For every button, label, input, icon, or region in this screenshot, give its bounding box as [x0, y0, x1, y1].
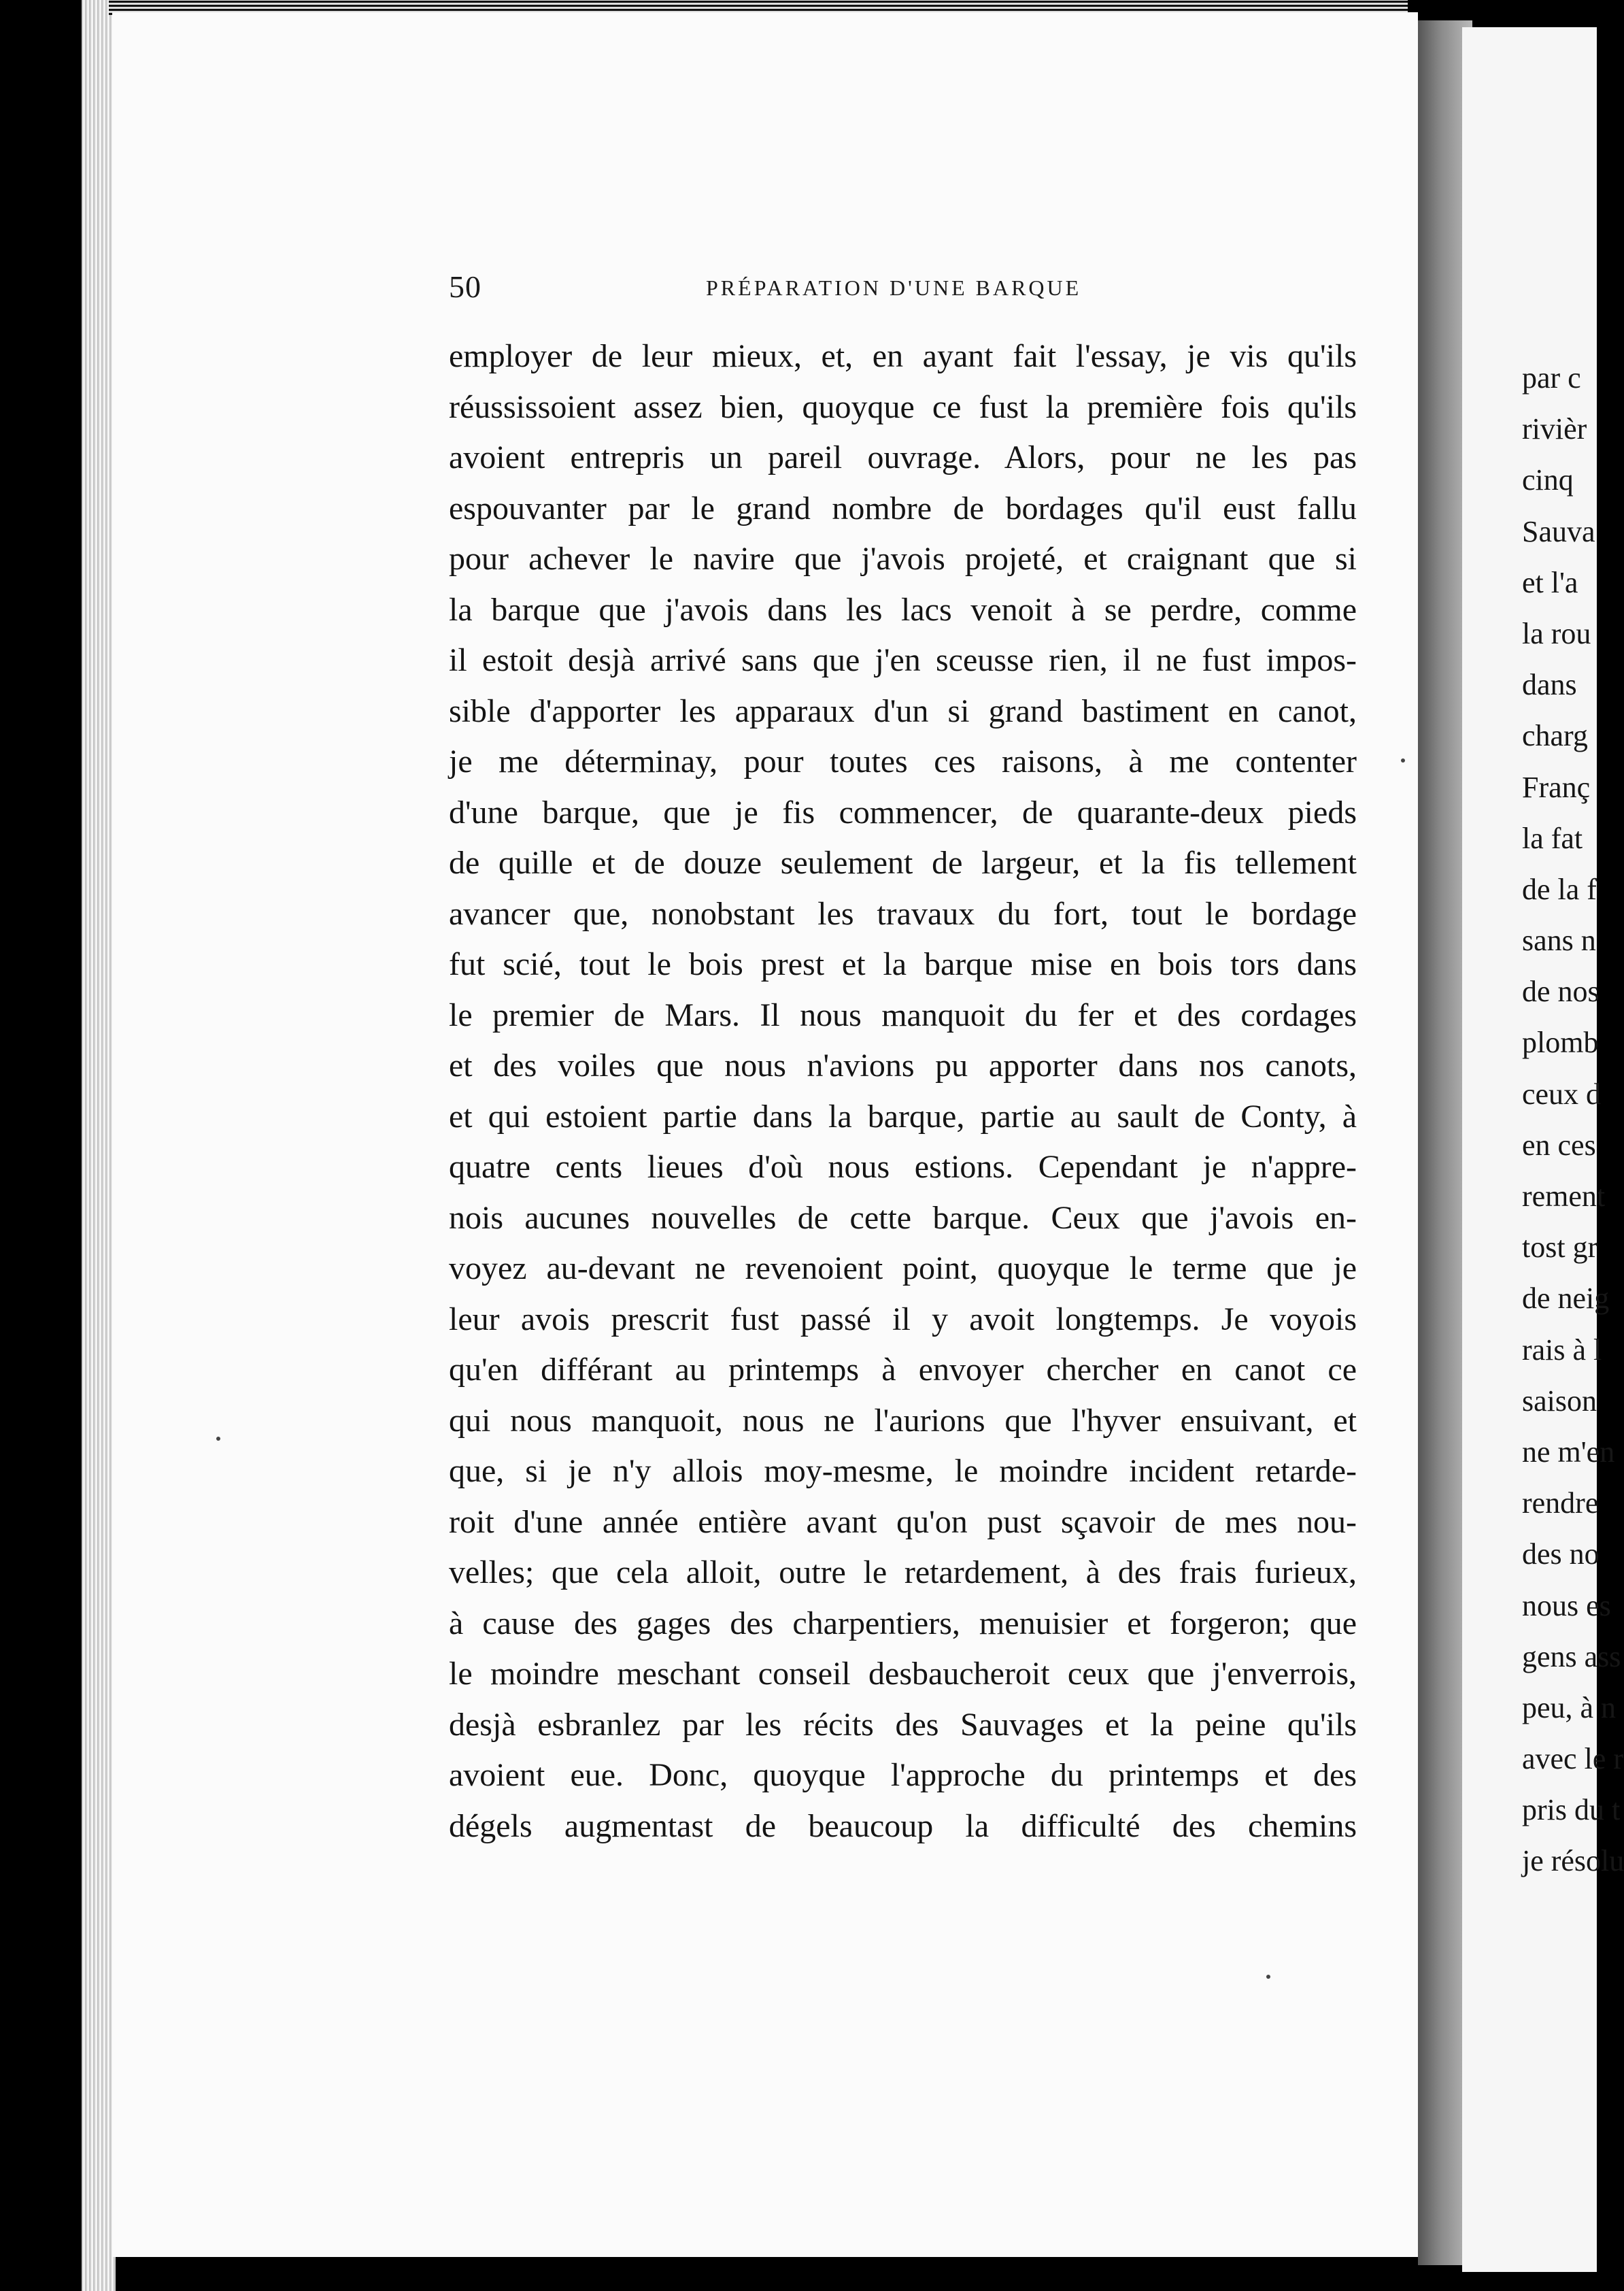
book-page-edges: [82, 0, 116, 2291]
right-text-line: nous es: [1522, 1588, 1611, 1622]
right-text-line: pris du t: [1522, 1793, 1621, 1827]
right-text-line: dans: [1522, 668, 1577, 702]
right-text-line: plomb: [1522, 1026, 1599, 1060]
right-text-line: cinq: [1522, 463, 1574, 497]
right-text-line: gens ass: [1522, 1639, 1621, 1673]
right-text-line: charg: [1522, 719, 1588, 753]
right-text-line: saison: [1522, 1384, 1597, 1418]
text-line: velles; que cela alloit, outre le retardement, à des frais furieux,: [449, 1554, 1357, 1590]
right-text-line: Sauva: [1522, 514, 1595, 548]
text-line: de quille et de douze seulement de largeur, et la fis tellement: [449, 845, 1357, 881]
right-text-line: de nos: [1522, 975, 1600, 1009]
right-text-line: Franç: [1522, 770, 1591, 804]
running-head: [449, 269, 1374, 310]
right-text-line: de la f: [1522, 872, 1597, 906]
text-line: à cause des gages des charpentiers, menuisier et forgeron; que: [449, 1605, 1357, 1641]
right-text-line: la rou: [1522, 616, 1591, 650]
right-text-line: je résolu: [1522, 1844, 1624, 1878]
text-line: nois aucunes nouvelles de cette barque. Ceux que j'avois en-: [449, 1199, 1357, 1236]
text-line: quatre cents lieues d'où nous estions. Cependant je n'appre-: [449, 1149, 1357, 1185]
speck: [1266, 1975, 1270, 1979]
text-line: roit d'une année entière avant qu'on pust sçavoir de mes nou-: [449, 1503, 1357, 1540]
text-line: avoient eue. Donc, quoyque l'approche du printemps et des: [449, 1757, 1357, 1793]
right-text-line: la fat: [1522, 821, 1583, 855]
text-line: qu'en différant au printemps à envoyer chercher en canot ce: [449, 1352, 1357, 1388]
text-line: le moindre meschant conseil desbaucheroit ceux que j'enverrois,: [449, 1656, 1357, 1692]
text-line: employer de leur mieux, et, en ayant fait l'essay, je vis qu'ils: [449, 338, 1357, 374]
text-line: desjà esbranlez par les récits des Sauvages et la peine qu'ils: [449, 1706, 1357, 1743]
speck: [1401, 758, 1405, 763]
text-line: je me déterminay, pour toutes ces raisons, à me contenter: [449, 743, 1357, 780]
text-line: dégels augmentast de beaucoup la difficulté des chemins: [449, 1807, 1357, 1844]
text-line: avoient entrepris un pareil ouvrage. Alors, pour ne les pas: [449, 439, 1357, 475]
right-text-line: rais à l: [1522, 1333, 1602, 1367]
text-line: sible d'apporter les apparaux d'un si grand bastiment en canot,: [449, 692, 1357, 729]
text-line: que, si je n'y allois moy-mesme, le moindre incident retarde-: [449, 1453, 1357, 1489]
right-text-line: peu, à n: [1522, 1690, 1617, 1724]
right-text-line: rendre: [1522, 1486, 1599, 1520]
right-page-text: [1522, 352, 1624, 1887]
right-text-line: rement: [1522, 1180, 1606, 1213]
right-text-line: ne m'en: [1522, 1435, 1615, 1469]
right-text-line: tost gr: [1522, 1231, 1598, 1265]
text-line: espouvanter par le grand nombre de bordages qu'il eust fallu: [449, 490, 1357, 526]
text-line: réussissoient assez bien, quoyque ce fust la première fois qu'ils: [449, 388, 1357, 425]
page-number: 50: [449, 269, 481, 304]
text-line: fut scié, tout le bois prest et la barque mise en bois tors dans: [449, 946, 1357, 982]
running-head-title: PRÉPARATION D'UNE BARQUE: [706, 275, 1082, 300]
text-line: avancer que, nonobstant les travaux du fort, tout le bordage: [449, 895, 1357, 932]
text-line: il estoit desjà arrivé sans que j'en sceusse rien, il ne fust impos-: [449, 642, 1357, 678]
text-line: leur avois prescrit fust passé il y avoit longtemps. Je voyois: [449, 1301, 1357, 1337]
text-line: la barque que j'avois dans les lacs venoit à se perdre, comme: [449, 591, 1357, 628]
right-text-line: rivièr: [1522, 412, 1587, 446]
right-text-line: des no: [1522, 1537, 1600, 1571]
text-line: voyez au-devant ne revenoient point, quoyque le terme que je: [449, 1250, 1357, 1286]
right-text-line: en ces: [1522, 1128, 1596, 1162]
right-text-line: par c: [1522, 361, 1581, 395]
right-text-line: sans n: [1522, 924, 1596, 958]
right-text-line: de neig: [1522, 1282, 1610, 1316]
text-line: et qui estoient partie dans la barque, partie au sault de Conty, à: [449, 1098, 1357, 1135]
text-line: d'une barque, que je fis commencer, de quarante-deux pieds: [449, 794, 1357, 831]
text-line: et des voiles que nous n'avions pu apporter dans nos canots,: [449, 1048, 1357, 1084]
right-text-line: avec le r: [1522, 1742, 1623, 1776]
body-text: [449, 331, 1357, 1852]
right-text-line: et l'a: [1522, 565, 1578, 599]
text-line: pour achever le navire que j'avois projeté, et craignant que si: [449, 541, 1357, 577]
text-line: le premier de Mars. Il nous manquoit du fer et des cordages: [449, 997, 1357, 1033]
right-text-line: ceux d: [1522, 1077, 1602, 1111]
speck: [216, 1437, 220, 1441]
text-line: qui nous manquoit, nous ne l'aurions que l'hyver ensuivant, et: [449, 1402, 1357, 1439]
